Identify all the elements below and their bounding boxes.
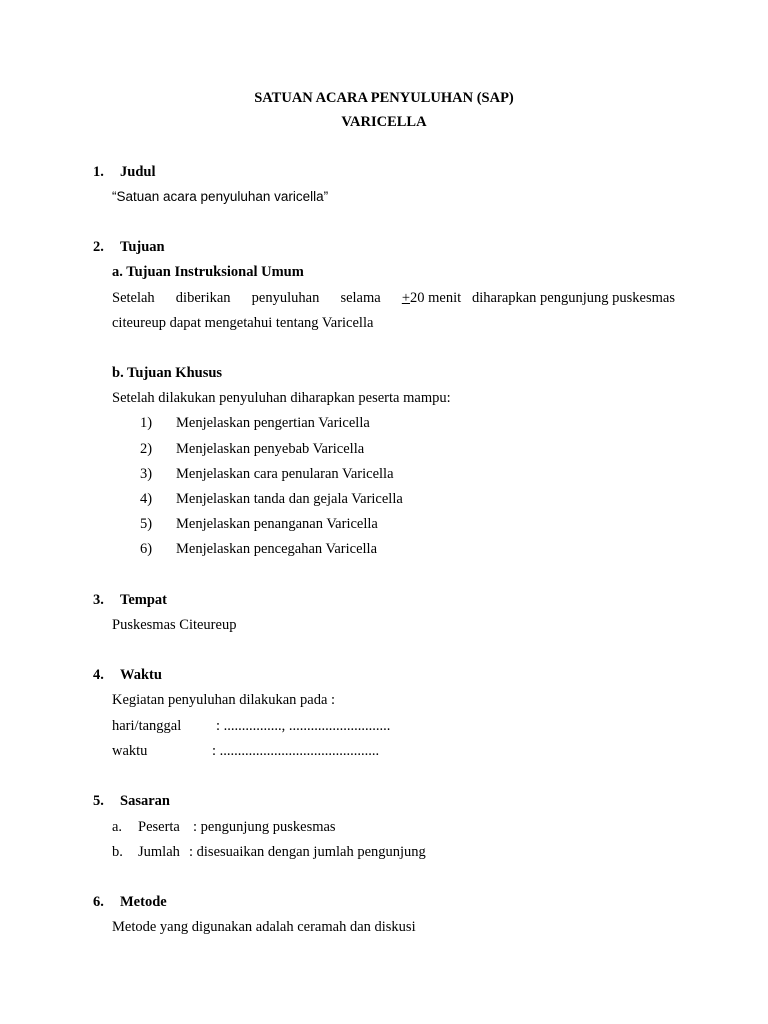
plus-minus-sign: + xyxy=(401,290,410,306)
tik-heading: b. Tujuan Khusus xyxy=(112,365,223,381)
tik-item-text: Menjelaskan penanganan Varicella xyxy=(176,516,378,532)
time-value: : ............................................ xyxy=(212,743,380,759)
section-number-tempat: 3. xyxy=(93,592,104,608)
tiu-word: diberikan xyxy=(175,290,231,306)
section-heading-tempat: Tempat xyxy=(120,592,167,608)
tik-item-number: 3) xyxy=(140,466,153,482)
tik-intro: Setelah dilakukan penyuluhan diharapkan peserta mampu: xyxy=(112,390,451,406)
tik-item-number: 2) xyxy=(140,441,153,457)
document-subtitle: VARICELLA xyxy=(341,114,427,130)
tiu-word: penyuluhan xyxy=(251,290,320,306)
section-heading-metode: Metode xyxy=(120,894,167,910)
tik-item-text: Menjelaskan pengertian Varicella xyxy=(176,415,370,431)
tiu-heading: a. Tujuan Instruksional Umum xyxy=(112,264,304,280)
tik-item-number: 6) xyxy=(140,541,153,557)
tiu-line-2: citeureup dapat mengetahui tentang Varicella xyxy=(112,315,374,331)
section-number-metode: 6. xyxy=(93,894,104,910)
waktu-intro: Kegiatan penyuluhan dilakukan pada : xyxy=(112,692,336,708)
tik-item-text: Menjelaskan penyebab Varicella xyxy=(176,441,365,457)
sasaran-item-letter: b. xyxy=(112,844,123,860)
section-number-judul: 1. xyxy=(93,164,104,180)
section-number-sasaran: 5. xyxy=(93,793,104,809)
tik-item-text: Menjelaskan pencegahan Varicella xyxy=(176,541,378,557)
section-heading-waktu: Waktu xyxy=(120,667,162,683)
section-number-waktu: 4. xyxy=(93,667,104,683)
tiu-word: Setelah xyxy=(112,290,155,306)
tik-item-number: 4) xyxy=(140,491,153,507)
metode-text: Metode yang digunakan adalah ceramah dan diskusi xyxy=(112,919,416,935)
sasaran-item-value: : disesuaikan dengan jumlah pengunjung xyxy=(189,844,426,860)
date-value: : ................, ............................ xyxy=(216,718,391,734)
tempat-text: Puskesmas Citeureup xyxy=(112,617,237,633)
section-heading-judul: Judul xyxy=(120,164,156,180)
date-label: hari/tanggal xyxy=(112,718,182,734)
judul-text: “Satuan acara penyuluhan varicella” xyxy=(112,189,329,204)
document-title: SATUAN ACARA PENYULUHAN (SAP) xyxy=(254,90,514,106)
sasaran-item-label: Jumlah xyxy=(138,844,180,860)
tik-item-number: 1) xyxy=(140,415,153,431)
time-label: waktu xyxy=(112,743,148,759)
tik-item-text: Menjelaskan cara penularan Varicella xyxy=(176,466,394,482)
section-heading-sasaran: Sasaran xyxy=(120,793,170,809)
tik-item-number: 5) xyxy=(140,516,153,532)
tiu-word: selama xyxy=(340,290,381,306)
tiu-rest: 20 menit diharapkan pengunjung puskesmas xyxy=(410,290,675,306)
tik-item-text: Menjelaskan tanda dan gejala Varicella xyxy=(176,491,403,507)
sasaran-item-value: : pengunjung puskesmas xyxy=(193,819,336,835)
sasaran-item-letter: a. xyxy=(112,819,123,835)
section-number-tujuan: 2. xyxy=(93,239,104,255)
tiu-duration xyxy=(402,289,675,307)
tiu-line-1 xyxy=(112,289,675,307)
section-heading-tujuan: Tujuan xyxy=(120,239,165,255)
sasaran-item-label: Peserta xyxy=(138,819,180,835)
